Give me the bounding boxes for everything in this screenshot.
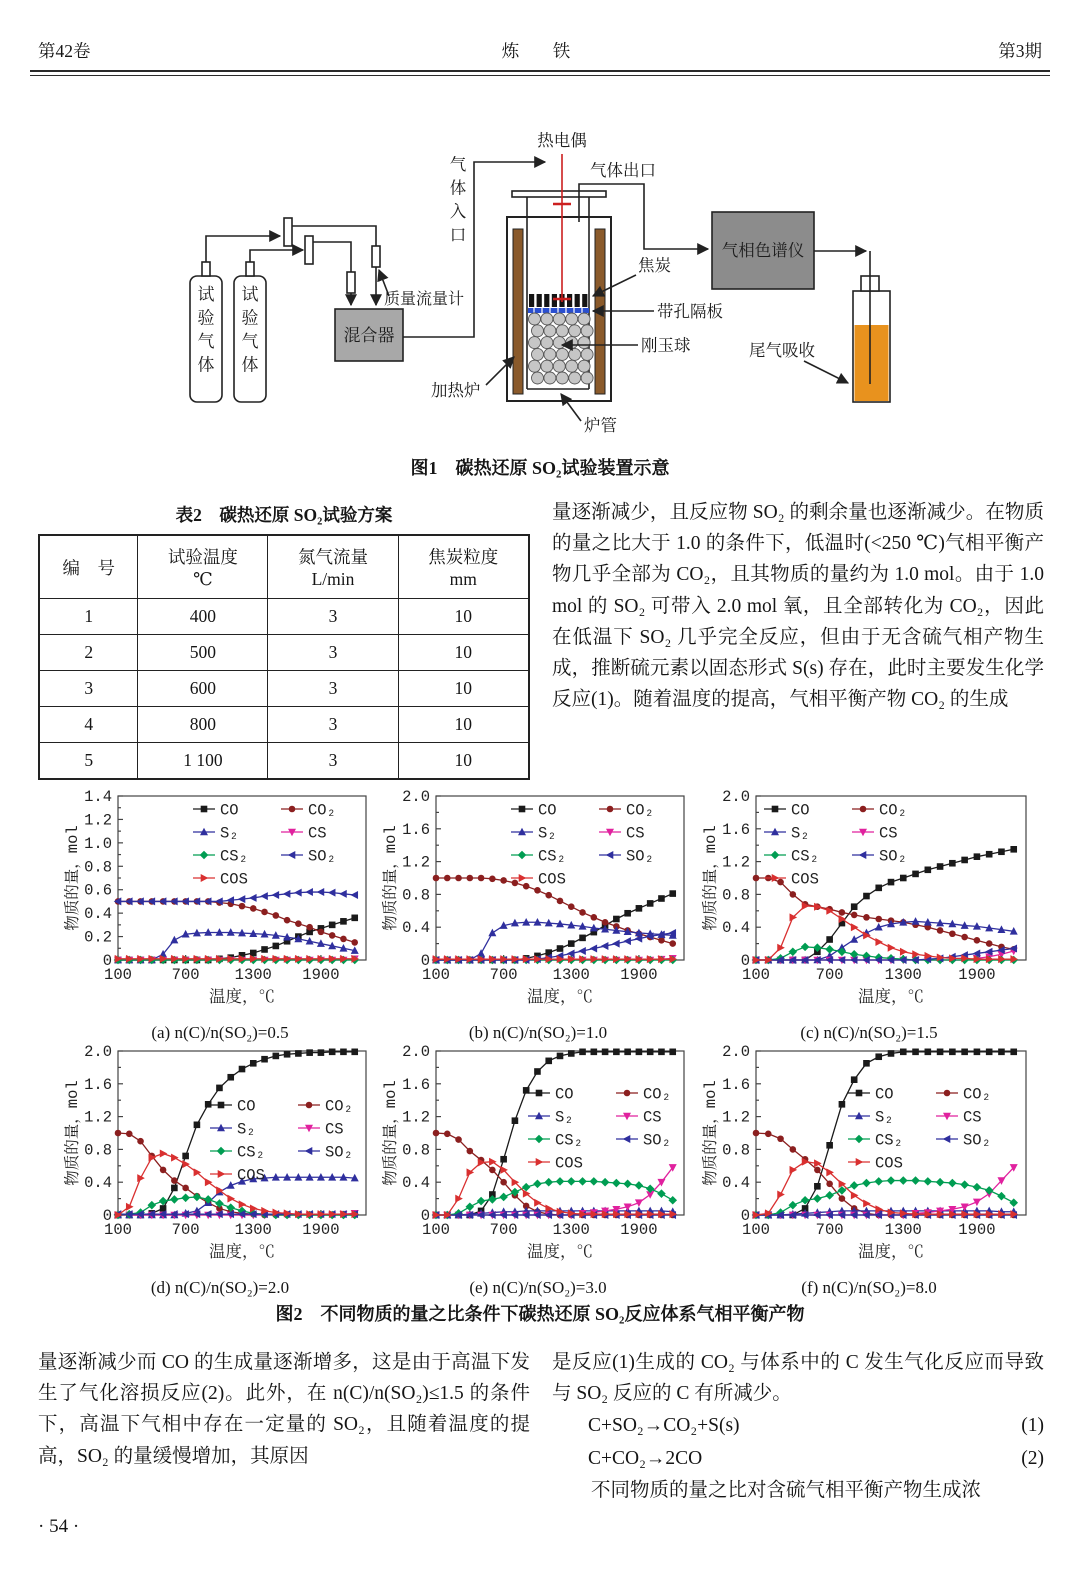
chart-d-caption: (d) n(C)/n(SO₂)=2.0	[150, 1278, 290, 1297]
svg-text:S₂: S₂	[237, 1120, 256, 1139]
svg-text:0.8: 0.8	[402, 1141, 430, 1160]
chart-f	[700, 1043, 1038, 1298]
svg-text:1.0: 1.0	[84, 834, 112, 853]
svg-text:1900: 1900	[620, 1221, 658, 1239]
equation-1	[552, 1409, 1044, 1442]
svg-text:1.2: 1.2	[722, 1108, 750, 1127]
svg-text:CS₂: CS₂	[538, 847, 566, 866]
svg-text:1900: 1900	[302, 966, 340, 984]
svg-text:0.4: 0.4	[84, 905, 112, 924]
svg-text:1.4: 1.4	[84, 788, 112, 806]
svg-text:COS: COS	[555, 1154, 583, 1173]
svg-text:CO: CO	[237, 1097, 256, 1116]
furnace-lid	[512, 191, 606, 197]
svg-text:1.2: 1.2	[84, 1108, 112, 1127]
svg-text:COS: COS	[220, 870, 248, 889]
insulation-left	[513, 229, 523, 394]
svg-text:CO₂: CO₂	[325, 1097, 353, 1116]
svg-text:S₂: S₂	[538, 824, 557, 843]
table-cell: 5	[39, 743, 138, 780]
chart-a	[62, 788, 378, 1043]
svg-text:S₂: S₂	[555, 1108, 574, 1127]
svg-text:1.6: 1.6	[722, 820, 750, 839]
chart-a-svg	[62, 788, 378, 1020]
svg-text:CO₂: CO₂	[626, 801, 654, 820]
svg-text:1300: 1300	[552, 966, 590, 984]
svg-text:CS₂: CS₂	[875, 1131, 903, 1150]
table-cell: 3	[268, 599, 398, 635]
svg-text:0.4: 0.4	[722, 919, 750, 938]
svg-text:CS₂: CS₂	[791, 847, 819, 866]
chart-ylabel: 物质的量，mol	[702, 825, 720, 931]
mixer-label: 混合器	[343, 326, 395, 345]
series-SO₂	[114, 888, 358, 905]
svg-text:1.6: 1.6	[402, 1075, 430, 1094]
table-cell: 3	[268, 743, 398, 780]
table-cell: 600	[138, 671, 268, 707]
chart-legend	[511, 802, 654, 889]
svg-text:CS₂: CS₂	[555, 1131, 583, 1150]
svg-text:CO₂: CO₂	[643, 1085, 671, 1104]
table-cell: 10	[398, 743, 529, 780]
svg-text:0: 0	[102, 1207, 112, 1225]
figure1-caption: 图1 碳热还原 SO₂试验装置示意	[410, 458, 670, 478]
equation-2	[552, 1442, 1044, 1475]
table-row	[39, 599, 529, 635]
svg-text:1300: 1300	[884, 1221, 922, 1239]
svg-text:CO₂: CO₂	[879, 801, 907, 820]
chart-e-svg	[380, 1043, 696, 1275]
svg-text:SO₂: SO₂	[643, 1131, 671, 1150]
tail-gas-absorption-label: 尾气吸收	[749, 341, 815, 360]
table-cell: 800	[138, 707, 268, 743]
series-CO	[115, 915, 358, 964]
gas-outlet-label: 气体出口	[590, 161, 656, 180]
svg-text:S₂: S₂	[220, 824, 239, 843]
svg-text:SO₂: SO₂	[325, 1143, 353, 1162]
svg-text:CO: CO	[220, 801, 239, 820]
svg-text:1.2: 1.2	[84, 811, 112, 830]
svg-text:0: 0	[102, 952, 112, 970]
svg-text:CS₂: CS₂	[237, 1143, 265, 1162]
table-cell: 10	[398, 707, 529, 743]
valve-1	[284, 218, 292, 246]
svg-text:2.0: 2.0	[84, 1043, 112, 1061]
table-row	[39, 671, 529, 707]
table-cell: 3	[39, 671, 138, 707]
table-row	[39, 707, 529, 743]
table-cell: 10	[398, 671, 529, 707]
header-double-rule	[30, 70, 1050, 76]
chart-d-svg	[62, 1043, 378, 1275]
svg-text:SO₂: SO₂	[308, 847, 336, 866]
svg-text:100: 100	[422, 1221, 450, 1239]
chart-legend	[764, 802, 907, 889]
svg-text:CO: CO	[791, 801, 810, 820]
table-header-cell: 氮气流量 L/min	[268, 535, 398, 599]
furnace-tube-label: 炉管	[584, 416, 617, 435]
svg-text:1900: 1900	[302, 1221, 340, 1239]
svg-text:1900: 1900	[958, 966, 996, 984]
paragraph-right-top: 量逐渐减少，且反应物 SO₂ 的剩余量也逐渐减少。在物质的量之比大于 1.0 的条件下，低温时(<250 ℃)气相平衡产物几乎全部为 CO₂，且其物质的量约为 1.0 mol。由于 1.0 mol 的 SO₂ 可带入 2.0 mol 氧，且全部转化为 CO₂，因此在低温下 SO₂ 几乎完全反应，但由于无含硫气相产物生成，推断硫元素以固态形式 S(s) 存在，此时主要发生化学反应(1)。随着温度的提高，气相平衡产物 CO₂ 的生成	[552, 502, 1044, 711]
series-CO₂	[115, 898, 358, 946]
svg-text:0.8: 0.8	[84, 858, 112, 877]
chart-tick-labels	[402, 788, 657, 984]
svg-text:2.0: 2.0	[402, 788, 430, 806]
cylinder2-label: 试验气体	[241, 285, 259, 375]
svg-text:S₂: S₂	[791, 824, 810, 843]
chart-ylabel: 物质的量，mol	[64, 1080, 82, 1186]
chart-legend	[848, 1086, 991, 1173]
table-cell: 1	[39, 599, 138, 635]
chart-e-plot	[380, 1043, 696, 1280]
svg-text:SO₂: SO₂	[963, 1131, 991, 1150]
svg-text:CS: CS	[963, 1108, 982, 1127]
gas-chromatograph-label: 气相色谱仪	[721, 241, 805, 260]
svg-text:0.4: 0.4	[84, 1174, 112, 1193]
svg-text:CO₂: CO₂	[963, 1085, 991, 1104]
chart-a-plot	[62, 788, 378, 1025]
table-cell: 3	[268, 635, 398, 671]
chart-legend	[210, 1098, 353, 1185]
svg-text:CS₂: CS₂	[220, 847, 248, 866]
chart-b-caption: (b) n(C)/n(SO₂)=1.0	[468, 1023, 608, 1042]
svg-text:2.0: 2.0	[722, 1043, 750, 1061]
table-cell: 4	[39, 707, 138, 743]
svg-text:0: 0	[420, 952, 430, 970]
svg-text:2.0: 2.0	[722, 788, 750, 806]
figure2-caption: 图2 不同物质的量之比条件下碳热还原 SO₂反应体系气相平衡产物	[275, 1304, 805, 1324]
chart-c	[700, 788, 1038, 1043]
svg-text:1900: 1900	[958, 1221, 996, 1239]
gas-cylinder-2-valve-neck	[246, 262, 254, 276]
table-cell: 500	[138, 635, 268, 671]
svg-text:0.8: 0.8	[722, 886, 750, 905]
svg-text:100: 100	[742, 1221, 770, 1239]
mass-flow-meter-2	[347, 272, 355, 293]
chart-e	[380, 1043, 696, 1298]
svg-text:CO: CO	[875, 1085, 894, 1104]
chart-b-plot	[380, 788, 696, 1025]
svg-text:0: 0	[740, 952, 750, 970]
svg-text:700: 700	[489, 966, 518, 984]
gas-cylinder-1-valve-neck	[202, 262, 210, 276]
equation-1-number: (1)	[1021, 1415, 1044, 1437]
svg-text:CS: CS	[626, 824, 645, 843]
svg-text:COS: COS	[538, 870, 566, 889]
chart-d	[62, 1043, 378, 1298]
chart-e-caption: (e) n(C)/n(SO₂)=3.0	[469, 1278, 607, 1297]
svg-text:COS: COS	[875, 1154, 903, 1173]
chart-c-svg	[700, 788, 1038, 1020]
pipe-valve2-to-flowmeter	[313, 242, 351, 272]
table-cell: 1 100	[138, 743, 268, 780]
svg-text:1.2: 1.2	[722, 853, 750, 872]
table-header-cell: 试验温度 ℃	[138, 535, 268, 599]
heating-furnace-label: 加热炉	[431, 381, 481, 400]
svg-text:0: 0	[420, 1207, 430, 1225]
pipe-cylinder1-to-valve	[206, 236, 280, 262]
page-number: · 54 ·	[38, 1516, 80, 1537]
table-header-cell: 编 号	[39, 535, 138, 599]
table-cell: 10	[398, 635, 529, 671]
table-row	[39, 635, 529, 671]
svg-text:700: 700	[171, 966, 200, 984]
corundum-balls	[529, 313, 594, 384]
table-row	[39, 743, 529, 780]
svg-text:1300: 1300	[234, 1221, 272, 1239]
perforated-plate-label: 带孔隔板	[657, 302, 723, 321]
cylinder1-label: 试验气体	[197, 285, 215, 375]
svg-text:0.6: 0.6	[84, 881, 112, 900]
svg-text:700: 700	[489, 1221, 518, 1239]
svg-text:CS: CS	[643, 1108, 662, 1127]
svg-text:100: 100	[742, 966, 770, 984]
header-volume: 第42卷	[38, 41, 91, 61]
table-cell: 3	[268, 671, 398, 707]
corundum-ball-label: 刚玉球	[641, 336, 691, 355]
svg-text:0.8: 0.8	[722, 1141, 750, 1160]
series-CO	[433, 890, 676, 963]
chart-legend	[193, 802, 336, 889]
experiment-table	[38, 534, 530, 780]
chart-ylabel: 物质的量，mol	[382, 825, 400, 931]
table-header-cell: 焦炭粒度 mm	[398, 535, 529, 599]
svg-text:0.4: 0.4	[402, 1174, 430, 1193]
svg-text:700: 700	[815, 1221, 844, 1239]
svg-text:1.2: 1.2	[402, 1108, 430, 1127]
chart-a-caption: (a) n(C)/n(SO₂)=0.5	[151, 1023, 289, 1042]
header-journal-title: 炼 铁	[501, 41, 579, 61]
svg-text:700: 700	[171, 1221, 200, 1239]
chart-ylabel: 物质的量，mol	[702, 1080, 720, 1186]
coke-label: 焦炭	[638, 256, 671, 275]
svg-text:CS: CS	[879, 824, 898, 843]
svg-text:1900: 1900	[620, 966, 658, 984]
svg-text:CO: CO	[555, 1085, 574, 1104]
svg-text:CS: CS	[308, 824, 327, 843]
chart-tick-labels	[84, 788, 339, 984]
svg-text:1.6: 1.6	[722, 1075, 750, 1094]
page-header	[38, 38, 1042, 62]
chart-f-plot	[700, 1043, 1038, 1280]
paragraph-right-bottom: 是反应(1)生成的 CO₂ 与体系中的 C 发生气化反应而导致与 SO₂ 反应的 C 有所减少。	[552, 1352, 1044, 1405]
pipe-cylinder2-to-valve	[250, 250, 303, 262]
paragraph-left-bottom: 量逐渐减少而 CO 的生成量逐渐增多，这是由于高温下发生了气化溶损反应(2)。此外，在 n(C)/n(SO₂)≤1.5 的条件下，高温下气相中存在一定量的 SO₂，且随着温度的提高，SO₂ 的量缓慢增加，其原因	[38, 1352, 530, 1467]
chart-xlabel: 温度，℃	[527, 1243, 593, 1262]
chart-b-svg	[380, 788, 696, 1020]
svg-text:1.6: 1.6	[402, 820, 430, 839]
svg-text:CO: CO	[538, 801, 557, 820]
svg-text:SO₂: SO₂	[879, 847, 907, 866]
svg-text:CO₂: CO₂	[308, 801, 336, 820]
svg-text:SO₂: SO₂	[626, 847, 654, 866]
absorption-liquid	[855, 325, 889, 401]
equation-2-number: (2)	[1021, 1448, 1044, 1470]
svg-text:1.2: 1.2	[402, 853, 430, 872]
svg-text:100: 100	[104, 1221, 132, 1239]
svg-text:0.4: 0.4	[722, 1174, 750, 1193]
chart-tick-labels	[402, 1043, 657, 1239]
header-issue: 第3期	[998, 41, 1042, 61]
arrow-tailgas-label	[804, 361, 848, 383]
svg-text:COS: COS	[237, 1166, 265, 1185]
svg-text:2.0: 2.0	[402, 1043, 430, 1061]
valve-2	[305, 236, 313, 264]
chart-c-caption: (c) n(C)/n(SO₂)=1.5	[800, 1023, 938, 1042]
chart-legend	[528, 1086, 671, 1173]
table-cell: 400	[138, 599, 268, 635]
chart-b	[380, 788, 696, 1043]
svg-text:100: 100	[104, 966, 132, 984]
chart-f-svg	[700, 1043, 1038, 1275]
svg-text:0.2: 0.2	[84, 928, 112, 947]
svg-text:S₂: S₂	[875, 1108, 894, 1127]
chart-xlabel: 温度，℃	[209, 1243, 275, 1262]
table2-title: 表2 碳热还原 SO₂试验方案	[175, 505, 393, 525]
svg-text:1300: 1300	[884, 966, 922, 984]
chart-tick-labels	[84, 1043, 339, 1239]
chart-xlabel: 温度，℃	[527, 988, 593, 1007]
table-cell: 10	[398, 599, 529, 635]
equation-2-formula: C+CO₂→2CO	[588, 1448, 703, 1470]
mass-flow-meter-label: 质量流量计	[384, 291, 465, 308]
chart-xlabel: 温度，℃	[858, 988, 924, 1007]
svg-text:0.8: 0.8	[402, 886, 430, 905]
chart-xlabel: 温度，℃	[209, 988, 275, 1007]
chart-d-plot	[62, 1043, 378, 1280]
svg-text:0.4: 0.4	[402, 919, 430, 938]
thermocouple-label: 热电偶	[537, 131, 587, 150]
table-cell: 3	[268, 707, 398, 743]
svg-text:0: 0	[740, 1207, 750, 1225]
gas-inlet-label: 气体入口	[449, 155, 467, 245]
table-cell: 2	[39, 635, 138, 671]
svg-text:0.8: 0.8	[84, 1141, 112, 1160]
paragraph-right-last: 不同物质的量之比对含硫气相平衡产物生成浓	[591, 1480, 982, 1502]
chart-ylabel: 物质的量，mol	[382, 1080, 400, 1186]
svg-text:1300: 1300	[552, 1221, 590, 1239]
chart-xlabel: 温度，℃	[858, 1243, 924, 1262]
chart-ylabel: 物质的量，mol	[64, 825, 82, 931]
chart-f-caption: (f) n(C)/n(SO₂)=8.0	[801, 1278, 937, 1297]
svg-text:1.6: 1.6	[84, 1075, 112, 1094]
svg-text:CS: CS	[325, 1120, 344, 1139]
equation-1-formula: C+SO₂→CO₂+S(s)	[588, 1415, 740, 1437]
svg-text:100: 100	[422, 966, 450, 984]
mass-flow-meter-1	[372, 246, 380, 267]
svg-text:1300: 1300	[234, 966, 272, 984]
figure1-apparatus-diagram	[104, 104, 984, 454]
svg-text:COS: COS	[791, 870, 819, 889]
chart-c-plot	[700, 788, 1038, 1025]
svg-text:700: 700	[815, 966, 844, 984]
